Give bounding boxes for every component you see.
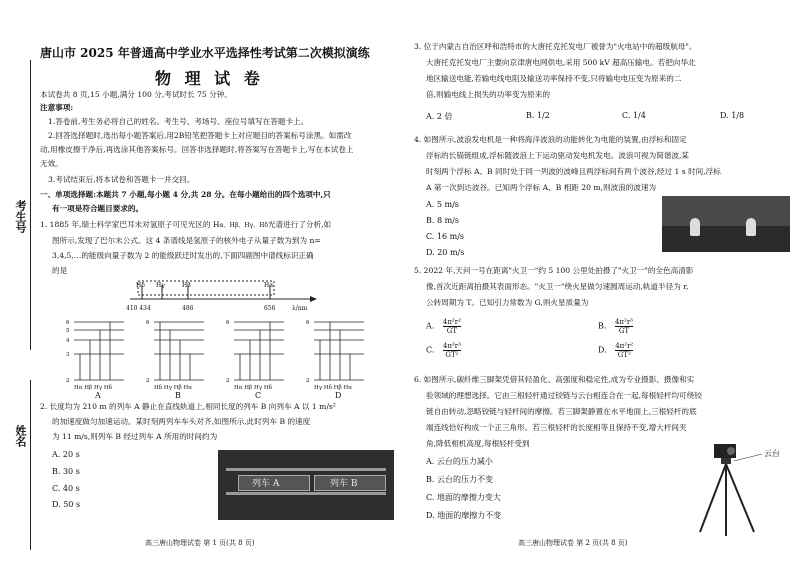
q5-line-2: 像,首次近距离拍摄其表面形态。"火卫一"绕火星做匀速圆周运动,轨道半径为 r,: [426, 282, 689, 291]
pan-head-label: 云台: [764, 449, 780, 458]
subject-title: 物 理 试 卷: [155, 69, 264, 88]
level-label-2-d: 2: [306, 378, 310, 384]
page-2-footer: 高三唐山物理试卷 第 2 页(共 8 页): [518, 539, 628, 547]
q1-line-2: 图所示,发现了巴尔末公式。这 4 条谱线是氢原子的核外电子从量子数为到为 n=: [52, 236, 321, 245]
note-2-cont: 动,用橡皮擦干净后,再选涂其他答案标号。回答非选择题时,将答案写在答题卡上,写在本试卷上: [40, 145, 354, 154]
diagram-c-lines: Hα Hβ Hγ Hδ: [234, 385, 272, 391]
level-label-2-a: 2: [66, 378, 70, 384]
diagram-b-lines: Hδ Hγ Hβ Hα: [154, 385, 192, 391]
spec-label-2: Hγ: [156, 282, 165, 289]
q6-line-3: 链自由转动,忽略铰链与轻杆间的摩擦。若三脚架静置在水平地面上,三根轻杆的底: [426, 407, 697, 416]
q6-line-4: 端连线恰好构成一个正三角形。若三根轻杆的长度相等且保持不变,增大杆间夹: [426, 423, 687, 432]
level-label-2-b: 2: [146, 378, 150, 384]
notes-header: 注意事项:: [40, 103, 74, 112]
level-label-3-a: 3: [66, 352, 70, 358]
q4-line-4: A 第一次到达波谷。已知两个浮标 A、B 相距 20 m,则波浪的波速为: [426, 183, 657, 192]
level-label-4-a: 4: [66, 338, 70, 344]
option-label-c: C: [255, 391, 262, 400]
train-a-label: 列车 A: [252, 479, 280, 489]
q2-option-d: D. 50 s: [52, 500, 81, 509]
q6-option-a: A. 云台的压力减小: [426, 457, 493, 466]
q3-line-1: 3. 位于内蒙古自治区呼和浩特市的大唐托克托发电厂被誉为"火电站中的超级航母"。: [414, 42, 697, 51]
exam-info: 本试卷共 8 页,15 小题,满分 100 分,考试时长 75 分钟。: [40, 90, 232, 99]
q4-option-a: A. 5 m/s: [426, 200, 459, 209]
q6-option-b: B. 云台的压力不变: [426, 475, 493, 484]
q5-option-c: C. $\frac{\text{4π²r³}}{\text{GT²}}$: [426, 342, 461, 359]
note-3: 3.考试结束后,将本试卷和答题卡一并交回。: [48, 175, 195, 184]
exam-title: 唐山市 2025 年普通高中学业水平选择性考试第二次模拟演练: [40, 46, 370, 60]
name-label: 姓名: [14, 425, 27, 447]
section-header-cont: 有一项是符合题目要求的。: [52, 204, 144, 213]
page-1-footer: 高三唐山物理试卷 第 1 页(共 8 页): [145, 539, 255, 547]
note-2: 2.回答选择题时,选出每小题答案后,用2B铅笔把答题卡上对应题目的答案标号涂黑。如需改: [48, 131, 352, 140]
q2-line-2: 的加速度做匀加速运动。某时刻两列车车头对齐,如图所示,此时列车 B 的速度: [52, 417, 311, 426]
note-1: 1.答卷前,考生务必将自己的姓名、考生号、考场号、座位号填写在答题卡上。: [48, 117, 309, 126]
q2-line-3: 为 11 m/s,则列车 B 经过列车 A 所用的时间约为: [52, 432, 218, 441]
diagram-d-lines: Hγ Hδ Hβ Hα: [314, 385, 352, 391]
exam-number-label: 考生号: [14, 200, 27, 233]
q2-option-a: A. 20 s: [52, 450, 80, 459]
level-label-2-c: 2: [226, 378, 230, 384]
q3-line-2: 大唐托克托发电厂主要向京津唐电网供电,采用 500 kV 超高压输电。若把向华北: [426, 58, 696, 67]
section-header: 一、单项选择题:本题共 7 小题,每小题 4 分,共 28 分。在每小题给出的四个选项中,只: [40, 190, 331, 199]
q4-line-2: 浮标的长锚链组成,浮标随波浪上下运动驱动发电机发电。波浪可视为简谐波,某: [426, 151, 690, 160]
q1-line-1: 1. 1885 年,瑞士科学家巴耳末对氢原子可见光区的 Hα、Hβ、Hγ、Hδ光谱进行了分析,如: [40, 220, 332, 229]
level-label-6-a: 6: [66, 320, 70, 326]
q4-option-d: D. 20 m/s: [426, 248, 465, 257]
q2-line-1: 2. 长度均为 210 m 的列车 A 静止在直线轨道上,相同长度的列车 B 向列车 A 以 1 m/s²: [40, 402, 336, 411]
q2-option-c: C. 40 s: [52, 484, 80, 493]
level-label-6-c: 6: [226, 320, 230, 326]
q3-option-d: D. 1/8: [720, 111, 745, 120]
q5-option-a: A. $\frac{\text{4π²r²}}{GT}$: [426, 318, 461, 335]
level-label-6-d: 6: [306, 320, 310, 326]
q3-option-b: B. 1/2: [526, 111, 550, 120]
q3-line-4: 倍,则输电线上损失的功率变为原来的: [426, 90, 550, 99]
spec-tick-2: 486: [182, 305, 194, 312]
diagram-a-lines: Hα Hβ Hγ Hδ: [74, 385, 112, 391]
spec-unit: λ/nm: [292, 305, 308, 312]
pan-head-icon: [721, 458, 731, 464]
spectrum-figure: [120, 277, 330, 317]
option-label-d: D: [335, 391, 342, 400]
q3-option-c: C. 1/4: [622, 111, 646, 120]
q5-option-b: B. $\frac{\text{4π²r³}}{GT}$: [598, 318, 633, 335]
q5-line-1: 5. 2022 年,天问一号在距离"火卫一"约 5 100 公里处拍摄了"火卫一"的全色高清影: [414, 266, 694, 275]
q4-line-1: 4. 如图所示,波浪发电机是一种将海洋波浪的动能转化为电能的装置,由浮标和固定: [414, 135, 687, 144]
q4-option-c: C. 16 m/s: [426, 232, 465, 241]
spec-label-1: Hδ: [136, 282, 145, 289]
q6-option-d: D. 地面的摩擦力不变: [426, 511, 502, 520]
q5-line-3: 公转周期为 T。已知引力常数为 G,则火星质量为: [426, 298, 589, 307]
spec-tick-3: 656: [264, 305, 276, 312]
q6-line-1: 6. 如图所示,碳纤维三脚架凭借其轻盈化、高强度和稳定性,成为专业摄影、摄像和实: [414, 375, 695, 384]
q4-option-b: B. 8 m/s: [426, 216, 459, 225]
q5-option-d: D. $\frac{\text{4π²r²}}{\text{GT²}}$: [598, 342, 634, 359]
q1-line-4: 的是: [52, 266, 68, 275]
train-b-label: 列车 B: [330, 479, 358, 489]
page-2: [400, 0, 800, 566]
level-label-5-a: 5: [66, 328, 70, 334]
q3-line-3: 地区输送电能,若输电线电阻及输送功率保持不变,只将输电电压变为原来的二: [426, 74, 682, 83]
tripod-figure: [690, 440, 796, 540]
trains-photo: [218, 450, 394, 520]
q6-line-5: 角,降低相机高度,每根轻杆受到: [426, 439, 530, 448]
binding-line-upper: [30, 60, 31, 350]
q1-line-3: 3,4,5,…的能级向量子数为 2 的能级跃迁时发出的,下面四副图中谱线标识正确: [52, 251, 314, 260]
level-label-6-b: 6: [146, 320, 150, 326]
spec-label-3: Hβ: [182, 282, 191, 289]
binding-line-lower: [30, 380, 31, 550]
option-label-b: B: [175, 391, 181, 400]
q3-option-a: A. 2 倍: [426, 112, 453, 121]
q2-option-b: B. 30 s: [52, 467, 80, 476]
q6-option-c: C. 地面的摩擦力变大: [426, 493, 501, 502]
q6-line-2: 验领域的理想选择。它由三根轻杆通过铰链与云台相连合在一起,每根轻杆均可绕铰: [426, 391, 702, 400]
spec-label-4: Hα: [264, 282, 274, 289]
option-label-a: A: [95, 391, 101, 400]
q4-line-3: 时刻两个浮标 A、B 同时处于同一列波的波峰且两浮标间有两个波谷,经过 1 s 时间,浮标: [426, 167, 721, 176]
spec-tick-1: 410 434: [126, 305, 151, 312]
wave-buoys-photo: [662, 196, 790, 252]
note-2-end: 无效。: [40, 159, 63, 168]
energy-level-diagrams: [62, 318, 392, 400]
